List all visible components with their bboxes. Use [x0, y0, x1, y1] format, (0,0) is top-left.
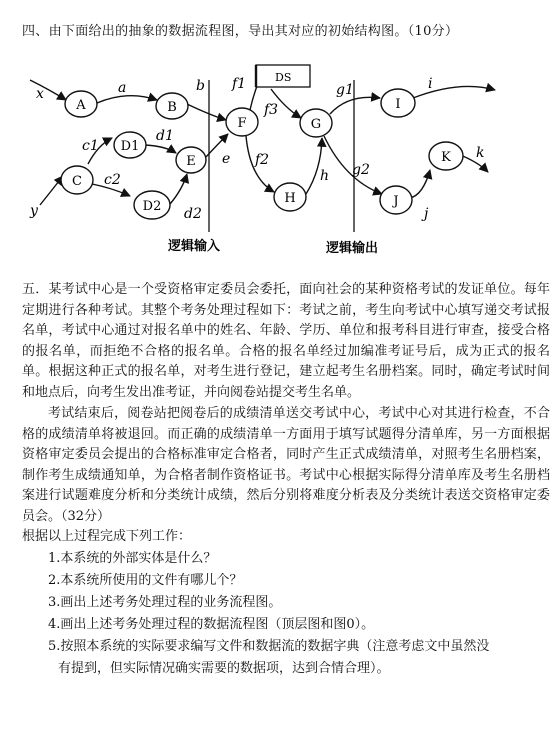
node-i-label: I	[395, 97, 401, 112]
flow-i-curve	[413, 86, 495, 98]
task-item-4: 4.画出上述考务处理过程的数据流程图（顶层图和图0）。	[48, 616, 375, 632]
flow-f1-label: f1	[232, 76, 247, 92]
flow-c2-label: c2	[104, 172, 121, 188]
flow-k-label: k	[476, 145, 485, 161]
flow-h-label: h	[320, 168, 330, 184]
question-5-intro: 五．某考试中心是一个受资格审定委员会委托，面向社会的某种资格考试的发证单位。每年定期进行各种考试。其整个考务处理过程如下：考试之前，考生向考试中心填写递交考试报名单，考试中心通过对报名单中的姓名、年龄、学历、单位和报考科目进行审查，接受合格的报名单，而拒绝不合格的报名单。合格的报名单经过加编准考证号后，成为正式的报名单。根据这种正式的报名单，对考生进行登记，建立起考生名册档案。同时，确定考试时间和地点后，向考生发出准考证，并向阅卷站提交考生名单。	[22, 282, 550, 400]
node-b-label: B	[167, 100, 177, 115]
node-f-label: F	[237, 116, 247, 131]
flow-j-label: j	[424, 206, 429, 222]
task-lead: 根据以上过程完成下列工作：	[22, 529, 192, 544]
question-5	[22, 280, 550, 680]
node-j-label: J	[393, 194, 399, 209]
flow-y-label: y	[30, 203, 38, 219]
node-g-label: G	[310, 117, 322, 132]
flow-a-label: a	[118, 80, 127, 96]
node-d2-label: D2	[142, 199, 162, 214]
task-item-5	[22, 636, 550, 680]
node-c-label: C	[72, 174, 82, 189]
flow-j-curve	[410, 170, 430, 198]
logical-input-label: 逻辑输入	[168, 239, 221, 254]
task-list	[22, 548, 550, 680]
flow-d2-label: d2	[184, 206, 202, 222]
flow-e-label: e	[222, 151, 231, 167]
task-item-2: 2.本系统所使用的文件有哪儿个？	[48, 572, 243, 588]
flow-d1-curve	[145, 145, 176, 153]
flow-b-curve	[187, 104, 226, 120]
question-4-heading: 四、由下面给出的抽象的数据流程图，导出其对应的初始结构图。（10分）	[22, 24, 459, 39]
node-e-label: E	[186, 154, 196, 169]
flow-h-curve	[306, 138, 322, 194]
task-item-3: 3.画出上述考务处理过程的业务流程图。	[48, 594, 282, 610]
flow-f2-label: f2	[255, 152, 270, 168]
flow-g2-label: g2	[352, 162, 370, 178]
flow-i-label: i	[428, 76, 433, 92]
node-d1-label: D1	[120, 139, 140, 154]
flow-a-curve	[97, 96, 157, 103]
node-a-label: A	[76, 98, 86, 113]
flow-d2-curve	[170, 174, 187, 204]
flow-b-label: b	[196, 78, 205, 94]
task-item-1: 1.本系统的外部实体是什么？	[48, 550, 217, 566]
logical-output-label: 逻辑输出	[326, 241, 379, 256]
flow-c1-label: c1	[82, 138, 99, 154]
flow-x-label: x	[36, 86, 44, 102]
node-k-label: K	[441, 150, 451, 165]
flow-f3-label: f3	[264, 102, 279, 118]
flow-g1-label: g1	[336, 82, 354, 98]
datastore-label: DS	[275, 71, 292, 84]
task-item-5-continuation: 有提到，但实际情况确实需要的数据项，达到合情合理）。	[58, 660, 390, 676]
flow-g1-curve	[330, 97, 380, 114]
node-h-label: H	[284, 191, 296, 206]
data-flow-diagram	[0, 60, 560, 265]
flow-d1-label: d1	[156, 128, 174, 144]
flow-y-curve	[40, 176, 63, 205]
question-5-paragraph-2: 考试结束后，阅卷站把阅卷后的成绩清单送交考试中心，考试中心对其进行检查，不合格的成绩清单将被退回。而正确的成绩清单一方面用于填写试题得分清单库，另一方面根据资格审定委员会提出的合格标准审定合格者，同时产生正式成绩清单，对照考生名册档案，制作考生成绩通知单，为合格者制作资格证书。考试中心根据实际得分清单库及考生名册档案进行试题难度分析和分类统计成绩，然后分别将难度分析表及分类统计表送交资格审定委员会。（32分）	[22, 406, 550, 524]
task-item-5-text: 5.按照本系统的实际要求编写文件和数据流的数据字典（注意考虑文中虽然没	[48, 638, 490, 654]
